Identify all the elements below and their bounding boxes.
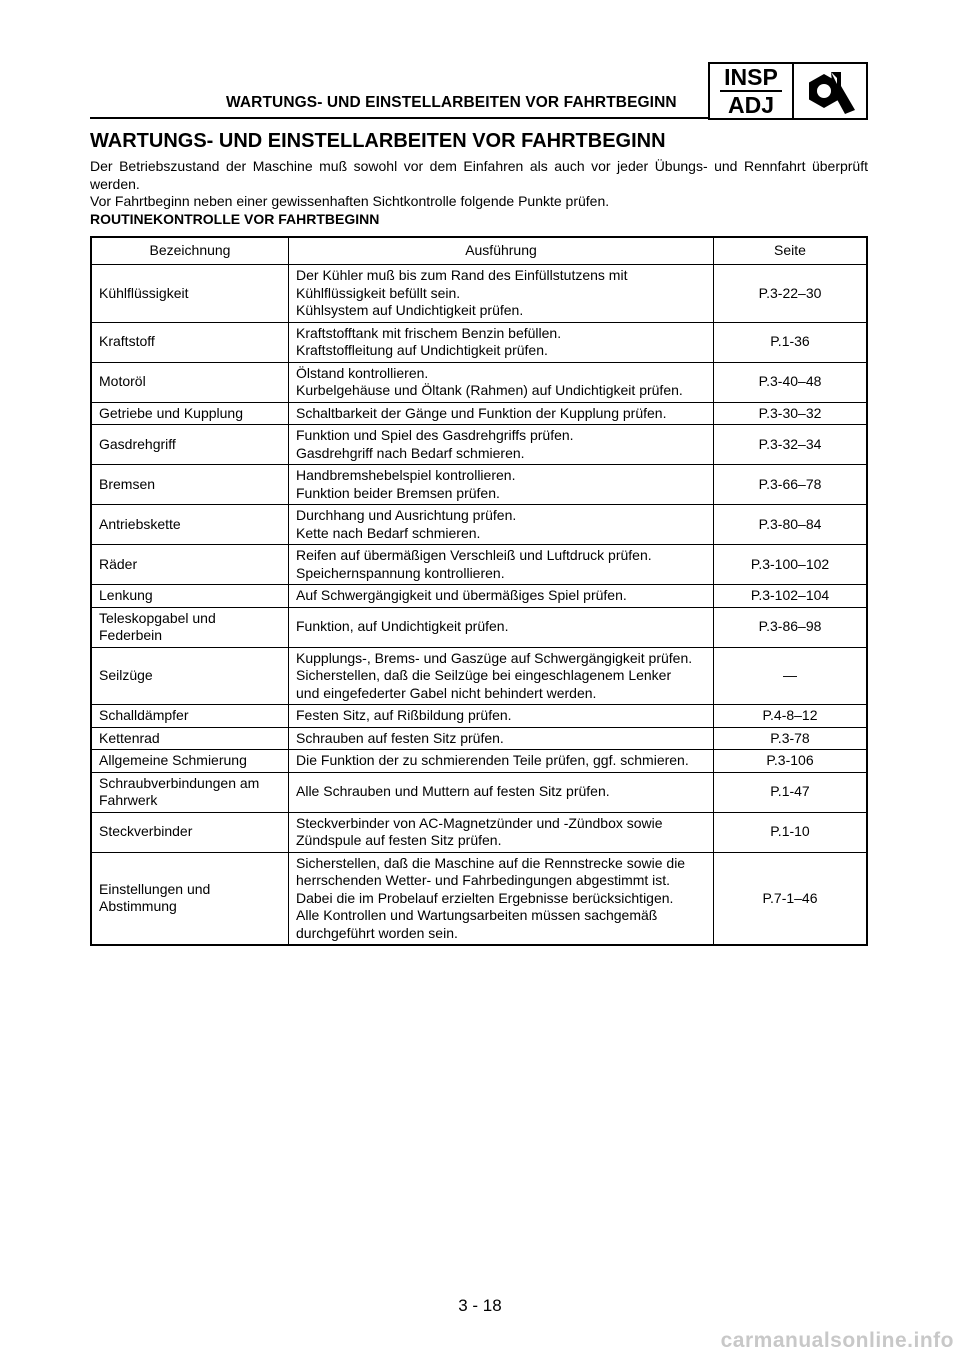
table-row: [91, 852, 867, 945]
cell-page: P.1-47: [714, 772, 868, 812]
table-row: [91, 402, 867, 425]
table-body: [91, 265, 867, 946]
cell-action: [289, 362, 714, 402]
cell-page: P.3-86–98: [714, 607, 868, 647]
cell-action-line: Dabei die im Probelauf erzielten Ergebnisse berücksichtigen.: [296, 889, 674, 906]
cell-item-line: Kühlflüssigkeit: [99, 284, 189, 301]
cell-action-line: Kraftstofftank mit frischem Benzin befüllen.: [296, 324, 562, 341]
cell-item: [91, 465, 289, 505]
cell-action: [289, 545, 714, 585]
running-header-title: WARTUNGS- UND EINSTELLARBEITEN VOR FAHRTBEGINN: [226, 94, 677, 111]
cell-page: P.1-36: [714, 322, 868, 362]
cell-action-line: Ölstand kontrollieren.: [296, 364, 429, 381]
cell-action-line: Der Kühler muß bis zum Rand des Einfüllstutzens mit: [296, 267, 628, 283]
cell-action-line: Reifen auf übermäßigen Verschleiß und Luftdruck prüfen.: [296, 547, 652, 563]
cell-page: P.3-102–104: [714, 585, 868, 608]
insp-adj-badge: [708, 62, 868, 120]
cell-item-line: Räder: [99, 555, 138, 572]
header-bezeichnung: Bezeichnung: [91, 237, 289, 265]
table-header-row: [91, 237, 867, 265]
cell-action-line: Festen Sitz, auf Rißbildung prüfen.: [296, 707, 512, 723]
cell-item-line: Gasdrehgriff: [99, 435, 176, 452]
table-row: [91, 607, 867, 647]
table-row: [91, 505, 867, 545]
header-ausfuehrung: Ausführung: [289, 237, 714, 265]
cell-item-line: Abstimmung: [99, 898, 177, 915]
cell-item-line: Kraftstoff: [99, 333, 155, 350]
cell-action-line: Alle Kontrollen und Wartungsarbeiten müssen sachgemäß: [296, 907, 658, 923]
wrench-nut-icon: [794, 64, 866, 118]
header-seite: Seite: [714, 237, 868, 265]
table-row: [91, 465, 867, 505]
cell-item-line: Bremsen: [99, 475, 156, 492]
cell-item: [91, 727, 289, 750]
cell-action: [289, 465, 714, 505]
cell-page: P.3-32–34: [714, 425, 868, 465]
badge-adj-label: ADJ: [727, 92, 774, 118]
cell-item: [91, 545, 289, 585]
cell-page: P.3-80–84: [714, 505, 868, 545]
cell-item-line: Seilzüge: [99, 667, 153, 683]
cell-action: [289, 585, 714, 608]
inspection-table: [90, 236, 868, 946]
table-row: [91, 322, 867, 362]
table-row: [91, 812, 867, 852]
table-row: [91, 727, 867, 750]
table-row: [91, 265, 867, 323]
cell-item-line: Allgemeine Schmierung: [99, 752, 247, 768]
cell-page: P.1-10: [714, 812, 868, 852]
cell-action-line: Die Funktion der zu schmierenden Teile prüfen, ggf. schmieren.: [296, 752, 689, 768]
cell-item: [91, 647, 289, 705]
cell-action: [289, 772, 714, 812]
cell-item: [91, 772, 289, 812]
cell-item: [91, 265, 289, 323]
cell-action-line: Funktion und Spiel des Gasdrehgriffs prüfen.: [296, 427, 574, 443]
cell-item: [91, 585, 289, 608]
cell-page: P.3-106: [714, 750, 868, 773]
cell-action: [289, 705, 714, 728]
cell-action: [289, 322, 714, 362]
cell-page: P.3-100–102: [714, 545, 868, 585]
cell-item-line: Getriebe und Kupplung: [99, 404, 243, 421]
cell-item: [91, 322, 289, 362]
cell-item-line: Motoröl: [99, 373, 146, 390]
cell-page: P.3-40–48: [714, 362, 868, 402]
cell-action: [289, 425, 714, 465]
cell-page: —: [714, 647, 868, 705]
cell-action-line: Kühlsystem auf Undichtigkeit prüfen.: [296, 302, 524, 318]
cell-action-line: Funktion, auf Undichtigkeit prüfen.: [296, 618, 509, 635]
cell-action-line: Kette nach Bedarf schmieren.: [296, 524, 481, 541]
cell-action-line: Alle Schrauben und Muttern auf festen Sitz prüfen.: [296, 783, 610, 800]
cell-action: [289, 812, 714, 852]
header-rule: [90, 117, 708, 119]
cell-page: P.7-1–46: [714, 852, 868, 945]
cell-item-line: Antriebskette: [99, 515, 181, 532]
intro-text: [90, 158, 868, 228]
cell-item-line: Fahrwerk: [99, 792, 158, 808]
cell-action-line: durchgeführt worden sein.: [296, 924, 458, 941]
cell-item-line: Steckverbinder: [99, 823, 193, 840]
cell-action-line: Funktion beider Bremsen prüfen.: [296, 484, 500, 501]
cell-action-line: Steckverbinder von AC-Magnetzünder und -Zündbox sowie: [296, 814, 663, 831]
cell-item-line: Federbein: [99, 627, 163, 643]
table-row: [91, 647, 867, 705]
intro-paragraph-1: Der Betriebszustand der Maschine muß sowohl vor dem Einfahren als auch vor jeder Übungs- und Rennfahrt überprüft werden.: [90, 158, 868, 192]
cell-action-line: Zündspule auf festen Sitz prüfen.: [296, 832, 502, 848]
cell-page: P.3-22–30: [714, 265, 868, 323]
watermark: carmanualsonline.info: [720, 1329, 954, 1352]
cell-action-line: Schaltbarkeit der Gänge und Funktion der Kupplung prüfen.: [296, 404, 667, 421]
table-row: [91, 585, 867, 608]
cell-page: P.4-8–12: [714, 705, 868, 728]
cell-action-line: herrschenden Wetter- und Fahrbedingungen abgestimmt ist.: [296, 872, 671, 888]
cell-item-line: Einstellungen und: [99, 880, 211, 897]
cell-item-line: Teleskopgabel und: [99, 609, 216, 626]
table-row: [91, 705, 867, 728]
cell-action-line: Schrauben auf festen Sitz prüfen.: [296, 729, 504, 746]
cell-action-line: Kupplungs-, Brems- und Gaszüge auf Schwergängigkeit prüfen.: [296, 649, 693, 666]
cell-action: [289, 647, 714, 705]
cell-item: [91, 402, 289, 425]
cell-action-line: Auf Schwergängigkeit und übermäßiges Spiel prüfen.: [296, 587, 627, 603]
cell-action: [289, 402, 714, 425]
table-row: [91, 750, 867, 773]
cell-action-line: und eingefederter Gabel nicht behindert werden.: [296, 684, 597, 701]
section-subheading: ROUTINEKONTROLLE VOR FAHRTBEGINN: [90, 210, 380, 227]
cell-item: [91, 425, 289, 465]
cell-action: [289, 265, 714, 323]
badge-text: [710, 64, 794, 118]
cell-action: [289, 505, 714, 545]
table-row: [91, 772, 867, 812]
cell-item: [91, 852, 289, 945]
cell-action-line: Kühlflüssigkeit befüllt sein.: [296, 284, 461, 301]
page-number: 3 - 18: [458, 1296, 502, 1315]
table-row: [91, 362, 867, 402]
table-row: [91, 425, 867, 465]
cell-action: [289, 852, 714, 945]
cell-action: [289, 727, 714, 750]
cell-item: [91, 362, 289, 402]
cell-action-line: Kraftstoffleitung auf Undichtigkeit prüfen.: [296, 342, 548, 358]
cell-action-line: Sicherstellen, daß die Seilzüge bei eingeschlagenem Lenker: [296, 667, 672, 683]
page-title: WARTUNGS- UND EINSTELLARBEITEN VOR FAHRTBEGINN: [90, 130, 666, 152]
badge-insp-label: INSP: [724, 64, 778, 90]
cell-item: [91, 812, 289, 852]
cell-action-line: Kurbelgehäuse und Öltank (Rahmen) auf Undichtigkeit prüfen.: [296, 382, 683, 398]
cell-page: P.3-30–32: [714, 402, 868, 425]
cell-page: P.3-78: [714, 727, 868, 750]
cell-item: [91, 505, 289, 545]
cell-item: [91, 705, 289, 728]
cell-item-line: Kettenrad: [99, 729, 160, 746]
cell-item-line: Lenkung: [99, 587, 153, 603]
cell-item: [91, 607, 289, 647]
cell-action-line: Gasdrehgriff nach Bedarf schmieren.: [296, 444, 525, 461]
cell-item-line: Schraubverbindungen am: [99, 774, 260, 791]
cell-action-line: Sicherstellen, daß die Maschine auf die Rennstrecke sowie die: [296, 854, 686, 871]
cell-item-line: Schalldämpfer: [99, 707, 189, 723]
table-row: [91, 545, 867, 585]
cell-item: [91, 750, 289, 773]
cell-action-line: Durchhang und Ausrichtung prüfen.: [296, 507, 517, 523]
cell-action: [289, 607, 714, 647]
cell-action: [289, 750, 714, 773]
cell-page: P.3-66–78: [714, 465, 868, 505]
cell-action-line: Handbremshebelspiel kontrollieren.: [296, 467, 516, 483]
cell-action-line: Speichernspannung kontrollieren.: [296, 564, 505, 581]
intro-paragraph-2: Vor Fahrtbeginn neben einer gewissenhaften Sichtkontrolle folgende Punkte prüfen.: [90, 193, 610, 209]
